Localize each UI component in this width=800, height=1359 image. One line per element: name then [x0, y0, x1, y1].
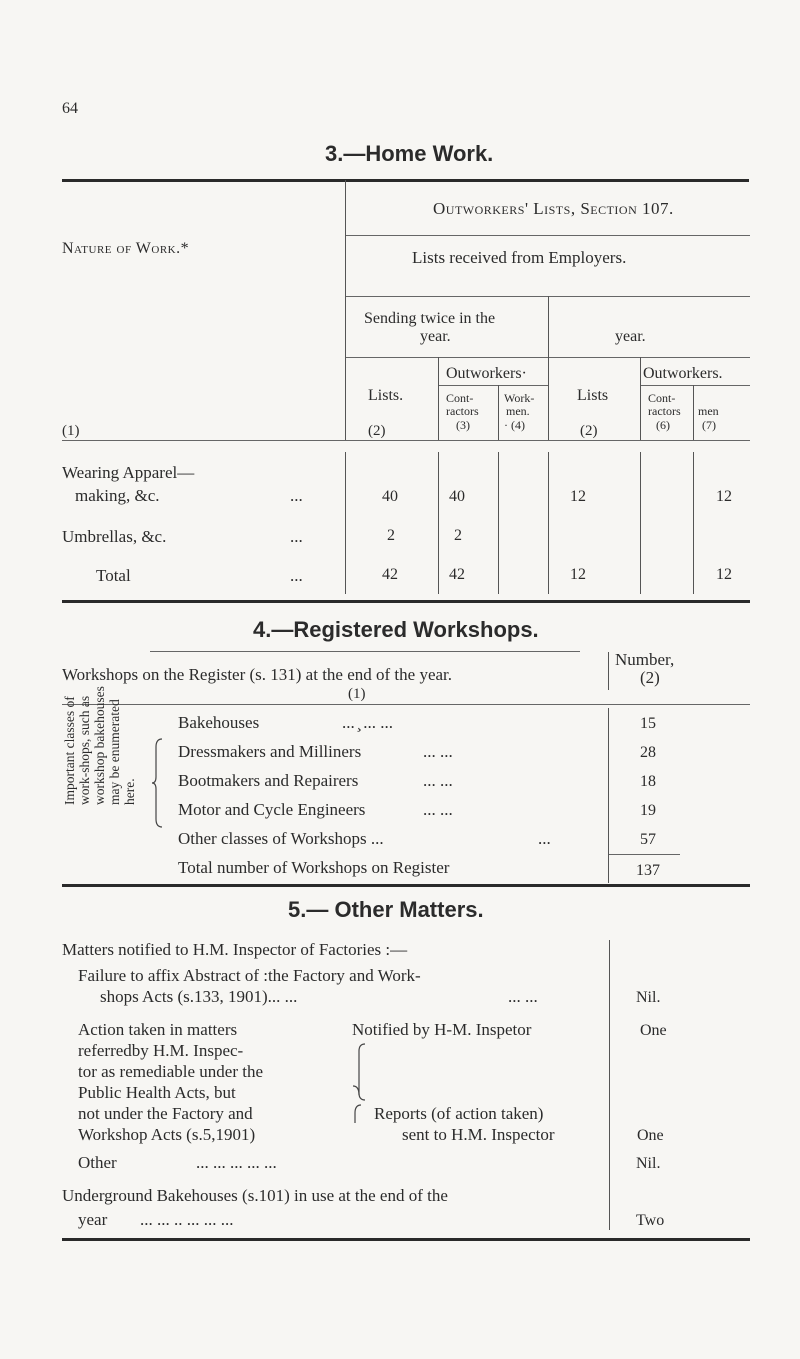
workshop-row-label: Bootmakers and Repairers	[178, 771, 359, 790]
row-label: Wearing Apparel—	[62, 463, 195, 482]
section3-bottom-rule	[62, 600, 750, 603]
year-header: year.	[615, 328, 646, 345]
bracket-icon	[150, 737, 164, 829]
workshop-row-dots: ... ...	[423, 800, 453, 819]
lists-header: Lists.	[368, 387, 404, 404]
rule-outworkers	[345, 235, 750, 236]
action-line5: not under the Factory and	[78, 1104, 253, 1123]
bracket-icon	[352, 1085, 362, 1125]
vline-lists	[438, 357, 439, 440]
vline-body-5	[640, 452, 641, 594]
underground-line1: Underground Bakehouses (s.101) in use at the end of the	[62, 1186, 448, 1205]
vline-year	[548, 296, 549, 440]
row-dots: ...	[290, 566, 303, 585]
action-value2: One	[637, 1127, 664, 1144]
vline-body-3	[498, 452, 499, 594]
sending-twice-year: year.	[420, 328, 451, 345]
contractors-b-header: Cont-	[648, 391, 676, 405]
sent-to-label: sent to H.M. Inspector	[402, 1125, 555, 1144]
rule-outworkers-a	[438, 385, 548, 386]
workshop-row-value: 15	[640, 715, 656, 732]
row-lists-b-value: 12	[570, 488, 586, 505]
number-header: Number,	[615, 650, 675, 669]
col4-header: · (4)	[504, 418, 525, 432]
workshop-row-label: Other classes of Workshops ...	[178, 829, 384, 848]
total-value: 137	[636, 862, 660, 879]
row-workmen-value: 42	[449, 566, 465, 583]
reports-label: Reports (of action taken)	[374, 1104, 544, 1123]
section4-title: 4.—Registered Workshops.	[253, 617, 539, 642]
row-men-b-value: 12	[716, 488, 732, 505]
row-label-2: making, &c.	[75, 486, 160, 505]
vline-contractors	[498, 385, 499, 440]
row-lists-value: 42	[382, 566, 398, 583]
rule-header-bottom	[62, 440, 750, 441]
number-col2: (2)	[640, 668, 660, 687]
col2-header: (2)	[368, 423, 386, 439]
vline-number-header	[608, 652, 609, 690]
lists-received-header: Lists received from Employers.	[412, 248, 627, 267]
page-number: 64	[62, 100, 78, 117]
vline-lists-b	[640, 357, 641, 440]
row-label: Total	[96, 566, 131, 585]
side-label: Important classes of work-shops, such as workshop bakehouses may be enumerated here.	[62, 686, 137, 805]
workshop-row-value: 18	[640, 773, 656, 790]
row-dots: ...	[290, 527, 303, 546]
total-rule	[608, 854, 680, 855]
vline-contractors-b	[693, 385, 694, 440]
workshop-row-value: 19	[640, 802, 656, 819]
failure-line2: shops Acts (s.133, 1901)... ...	[100, 987, 298, 1006]
vline-nature	[345, 180, 346, 440]
action-line6: Workshop Acts (s.5,1901)	[78, 1125, 256, 1144]
section3-title: 3.—Home Work.	[325, 141, 494, 166]
other-value: Nil.	[636, 1155, 661, 1172]
vline-body-1	[345, 452, 346, 594]
section4-bottom-rule	[62, 884, 750, 887]
row-lists-value: 40	[382, 488, 398, 505]
total-label: Total number of Workshops on Register	[178, 858, 450, 877]
workshops-header: Workshops on the Register (s. 131) at the end of the year.	[62, 665, 453, 684]
rule-outworkers-b	[640, 385, 750, 386]
other-label: Other	[78, 1153, 117, 1172]
vline-number-body	[608, 708, 609, 883]
action-line1: Action taken in matters	[78, 1020, 238, 1039]
sending-twice-header: Sending twice in the	[364, 310, 496, 327]
underground-dots: ... ... .. ... ... ...	[140, 1210, 234, 1229]
col6-header: (6)	[656, 418, 670, 432]
workshop-row-dots: ... ...	[423, 771, 453, 790]
failure-value: Nil.	[636, 989, 661, 1006]
section4-header-rule	[62, 704, 750, 705]
outworkers-subheader-a: Outworkers·	[446, 365, 527, 382]
row-label: Umbrellas, &c.	[62, 527, 167, 546]
workshop-row-dots: ... ...	[423, 742, 453, 761]
vline-body-6	[693, 452, 694, 594]
failure-line1: Failure to affix Abstract of :the Factory and Work-	[78, 966, 421, 985]
col3-header: (3)	[456, 418, 470, 432]
underground-value: Two	[636, 1212, 665, 1229]
action-line4: Public Health Acts, but	[78, 1083, 236, 1102]
row-lists-value: 2	[387, 527, 395, 544]
col2b-header: (2)	[580, 423, 598, 439]
section5-bottom-rule	[62, 1238, 750, 1241]
workshops-col1: (1)	[348, 686, 366, 702]
notified-label: Notified by H-M. Inspetor	[352, 1020, 532, 1039]
action-value1: One	[640, 1022, 667, 1039]
section5-title: 5.— Other Matters.	[288, 897, 484, 922]
vline-section5	[609, 940, 610, 1230]
row-men-b-value: 12	[716, 566, 732, 583]
lists-b-header: Lists	[577, 387, 609, 404]
matters-intro: Matters notified to H.M. Inspector of Factories :—	[62, 940, 408, 959]
row-lists-b-value: 12	[570, 566, 586, 583]
outworkers-header: Outworkers' Lists, Section 107.	[433, 199, 674, 218]
workshop-row-label: Dressmakers and Milliners	[178, 742, 362, 761]
workshop-row-dots: ...	[538, 829, 551, 848]
failure-dots: ... ...	[508, 987, 538, 1006]
contractors-header: Cont-	[446, 391, 474, 405]
contractors-header-2: ractors	[446, 404, 479, 418]
outworkers-subheader-b: Outworkers.	[643, 365, 723, 382]
vline-body-2	[438, 452, 439, 594]
workshop-row-label: Bakehouses	[178, 713, 260, 732]
col1-header: (1)	[62, 423, 80, 439]
section3-top-rule	[62, 179, 749, 182]
workmen-header: Work-	[504, 391, 535, 405]
men-b-header: men	[698, 404, 719, 418]
action-line3: tor as remediable under the	[78, 1062, 264, 1081]
row-workmen-value: 2	[454, 527, 462, 544]
contractors-b-header-2: ractors	[648, 404, 681, 418]
row-workmen-value: 40	[449, 488, 465, 505]
action-line2: referredby H.M. Inspec-	[78, 1041, 244, 1060]
workshop-row-value: 28	[640, 744, 656, 761]
nature-header: Nature of Work.*	[62, 240, 190, 257]
vline-body-4	[548, 452, 549, 594]
workshop-row-value: 57	[640, 831, 656, 848]
underground-line2: year	[78, 1210, 108, 1229]
workshop-row-label: Motor and Cycle Engineers	[178, 800, 366, 819]
col7-header: (7)	[702, 418, 716, 432]
other-dots: ... ... ... ... ...	[196, 1153, 277, 1172]
row-dots: ...	[290, 486, 303, 505]
workshop-row-dots: ... ̧ ... ...	[342, 713, 393, 732]
section4-title-rule	[150, 651, 580, 652]
workmen-header-2: men.	[506, 404, 530, 418]
